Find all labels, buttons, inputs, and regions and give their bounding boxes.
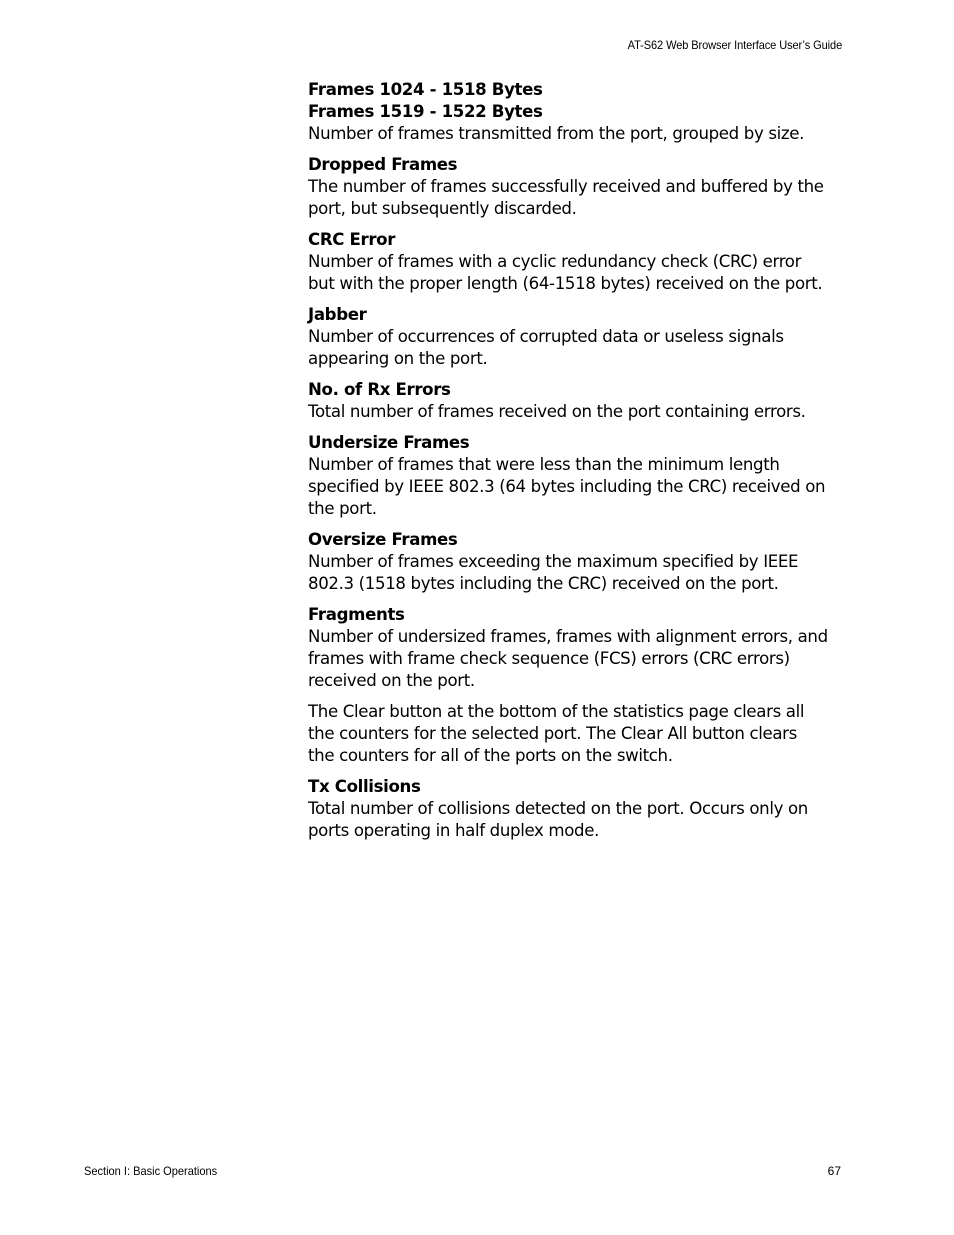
definition-term: Tx Collisions <box>308 777 421 796</box>
definition-entry-crc-error <box>308 229 828 295</box>
definition-term: Dropped Frames <box>308 155 458 174</box>
main-content <box>308 79 828 851</box>
definition-description: Number of undersized frames, frames with alignment errors, and frames with frame check sequence (FCS) errors (CRC errors) received on the port. <box>308 627 828 690</box>
clear-button-note: The Clear button at the bottom of the statistics page clears all the counters for the selected port. The Clear All button clears the counters for all of the ports on the switch. <box>308 702 805 765</box>
definition-description: Total number of collisions detected on the port. Occurs only on ports operating in half duplex mode. <box>308 799 808 840</box>
definition-term: Fragments <box>308 605 405 624</box>
definition-description: Number of occurrences of corrupted data or useless signals appearing on the port. <box>308 327 784 368</box>
page-number: 67 <box>827 1164 841 1178</box>
definition-term: Frames 1519 - 1522 Bytes <box>308 102 543 121</box>
definition-description: Number of frames with a cyclic redundancy check (CRC) error but with the proper length (64-1518 bytes) received on the port. <box>308 252 823 293</box>
definition-term: No. of Rx Errors <box>308 380 451 399</box>
definition-description: Number of frames exceeding the maximum specified by IEEE 802.3 (1518 bytes including the CRC) received on the port. <box>308 552 799 593</box>
definition-entry-frame-sizes <box>308 79 828 145</box>
definition-term: Oversize Frames <box>308 530 458 549</box>
definition-entry-dropped-frames <box>308 154 828 220</box>
running-header: AT-S62 Web Browser Interface User’s Guide <box>627 38 842 52</box>
definition-entry-fragments <box>308 604 828 692</box>
definition-entry-oversize-frames <box>308 529 828 595</box>
definition-term: Undersize Frames <box>308 433 470 452</box>
definition-description: The number of frames successfully received and buffered by the port, but subsequently discarded. <box>308 177 824 218</box>
definition-entry-undersize-frames <box>308 432 828 520</box>
definition-description: Total number of frames received on the port containing errors. <box>308 402 806 421</box>
definition-entry-rx-errors <box>308 379 828 423</box>
definition-entry-tx-collisions <box>308 776 828 842</box>
definition-description: Number of frames transmitted from the port, grouped by size. <box>308 124 805 143</box>
definition-term: CRC Error <box>308 230 396 249</box>
definition-description: Number of frames that were less than the minimum length specified by IEEE 802.3 (64 bytes including the CRC) received on the port. <box>308 455 826 518</box>
footer-section-label: Section I: Basic Operations <box>84 1164 218 1178</box>
definition-entry-jabber <box>308 304 828 370</box>
definition-term: Jabber <box>308 305 367 324</box>
definition-term: Frames 1024 - 1518 Bytes <box>308 80 543 99</box>
